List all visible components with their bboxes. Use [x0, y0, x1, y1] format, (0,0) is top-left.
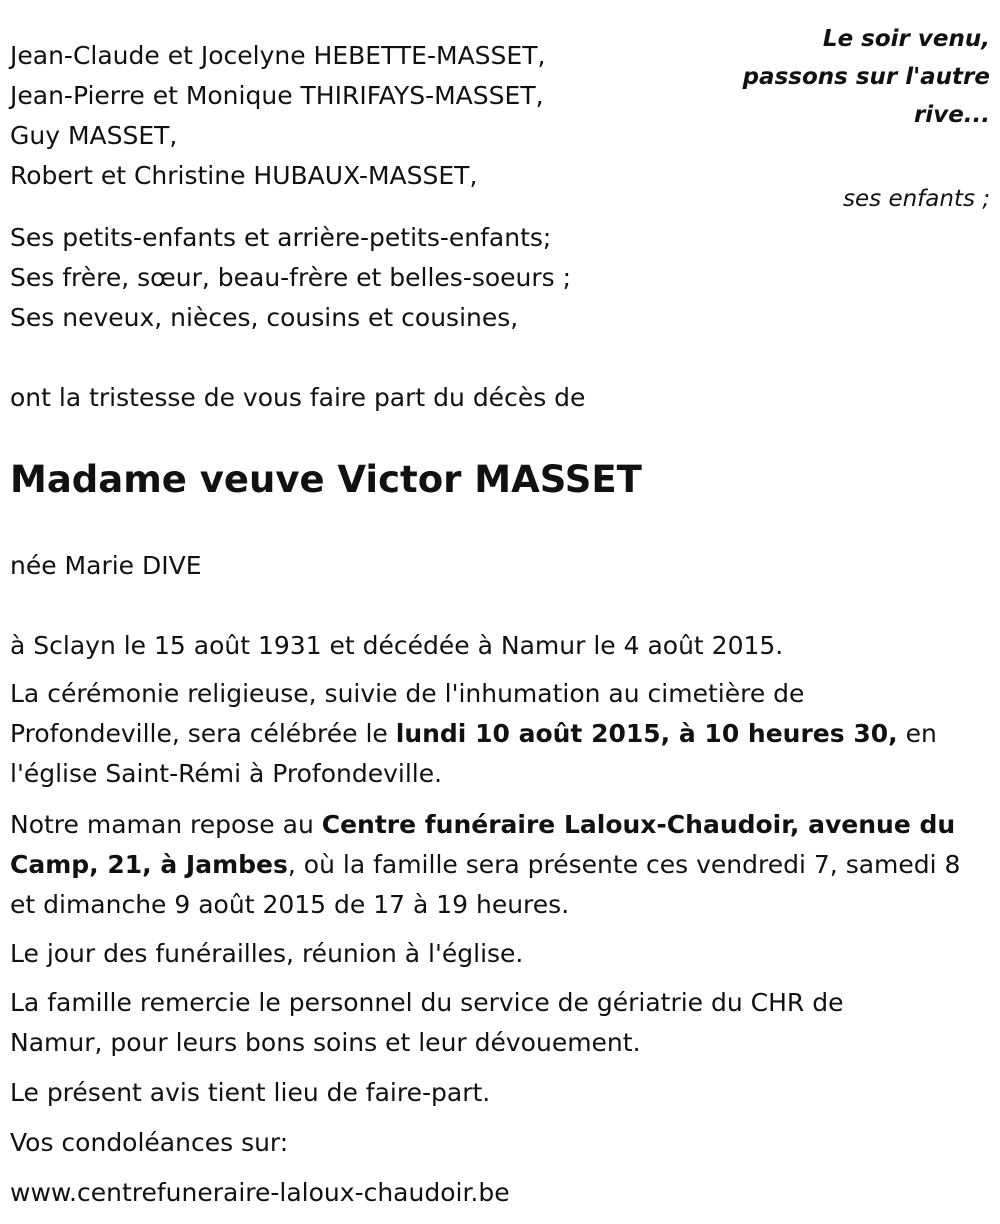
epigraph-quote — [743, 20, 990, 134]
rest-line: et dimanche 9 août 2015 de 17 à 19 heures. — [10, 890, 570, 919]
deceased-name: Madame veuve Victor MASSET — [10, 458, 642, 501]
family-other-line: Ses frère, sœur, beau-frère et belles-soeurs ; — [10, 263, 572, 292]
quote-line: Le soir venu, — [822, 26, 990, 52]
rest-text: Notre maman repose au — [10, 810, 322, 839]
family-child-line: Jean-Pierre et Monique THIRIFAYS-MASSET, — [10, 81, 544, 110]
birth-death-dates: à Sclayn le 15 août 1931 et décédée à Namur le 4 août 2015. — [10, 631, 784, 660]
rest-line — [10, 845, 960, 885]
condolences-label: Vos condoléances sur: — [10, 1128, 289, 1157]
ceremony-date-time: lundi 10 août 2015, à 10 heures 30, — [395, 719, 898, 748]
rest-location-paragraph — [10, 805, 960, 925]
quote-line: passons sur l'autre — [742, 64, 990, 90]
funeral-home-address: Camp, 21, à Jambes — [10, 850, 288, 879]
ceremony-line: La cérémonie religieuse, suivie de l'inhumation au cimetière de — [10, 679, 805, 708]
funeral-home-name: Centre funéraire Laloux-Chaudoir, avenue du — [321, 810, 956, 839]
family-other-line: Ses petits-enfants et arrière-petits-enfants; — [10, 223, 552, 252]
family-other-line: Ses neveux, nièces, cousins et cousines, — [10, 303, 519, 332]
ceremony-line — [10, 714, 937, 754]
family-child-line: Robert et Christine HUBAUX-MASSET, — [10, 161, 478, 190]
ceremony-paragraph — [10, 674, 937, 794]
thanks-line: La famille remercie le personnel du service de gériatrie du CHR de — [10, 988, 844, 1017]
announcement-text: ont la tristesse de vous faire part du décès de — [10, 383, 586, 412]
website-link[interactable]: www.centrefuneraire-laloux-chaudoir.be — [10, 1178, 510, 1207]
quote-line: rive... — [913, 102, 990, 128]
ceremony-line: l'église Saint-Rémi à Profondeville. — [10, 759, 443, 788]
rest-line — [10, 805, 960, 845]
notice-text: Le présent avis tient lieu de faire-part. — [10, 1078, 491, 1107]
rest-text: , où la famille sera présente ces vendredi 7, samedi 8 — [287, 850, 961, 879]
maiden-name: née Marie DIVE — [10, 551, 202, 580]
ceremony-text: en — [897, 719, 937, 748]
family-children-list — [10, 36, 545, 196]
family-child-line: Guy MASSET, — [10, 121, 178, 150]
funeral-day-note: Le jour des funérailles, réunion à l'église. — [10, 939, 524, 968]
ceremony-text: Profondeville, sera célébrée le — [10, 719, 396, 748]
thanks-line: Namur, pour leurs bons soins et leur dévouement. — [10, 1028, 641, 1057]
thanks-paragraph — [10, 983, 844, 1063]
family-child-line: Jean-Claude et Jocelyne HEBETTE-MASSET, — [10, 41, 546, 70]
children-note: ses enfants ; — [843, 186, 990, 212]
family-others-list — [10, 218, 571, 338]
